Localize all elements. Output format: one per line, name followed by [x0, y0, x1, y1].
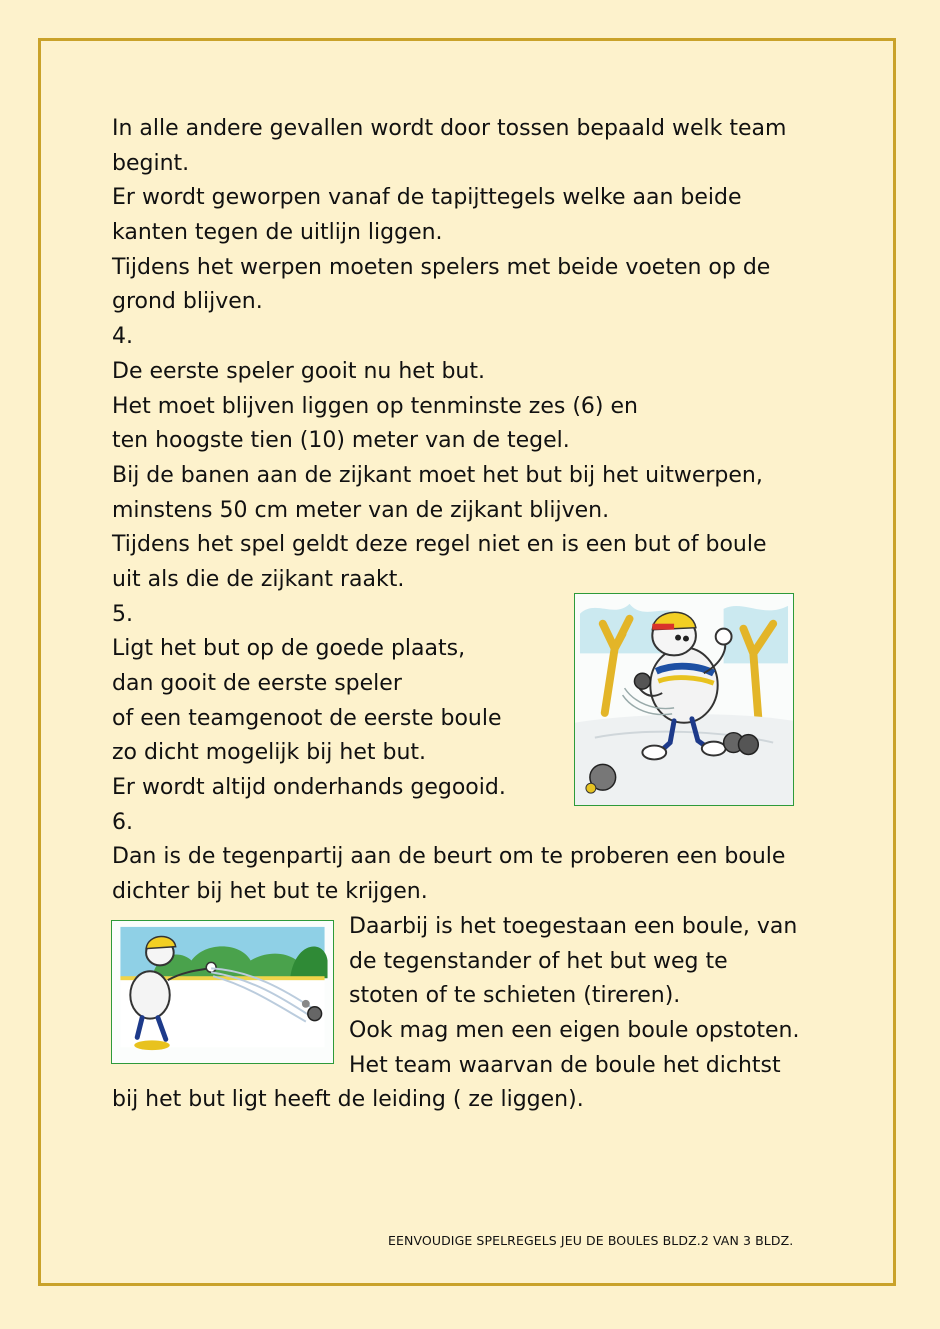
- text-line: Ligt het but op de goede plaats,: [112, 636, 466, 662]
- section-number: 5.: [112, 601, 133, 627]
- section-number: 4.: [112, 324, 133, 350]
- text-line: Dan is de tegenpartij aan de beurt om te proberen een boule: [112, 844, 786, 870]
- text-line: Tijdens het spel geldt deze regel niet en is een but of boule: [112, 532, 767, 558]
- player-throwing-image: [575, 594, 793, 805]
- text-line: Daarbij is het toegestaan een boule, van: [349, 913, 798, 939]
- text-line: de tegenstander of het but weg te: [349, 948, 728, 974]
- illustration-underhand-throw: [574, 593, 794, 806]
- player-shooting-image: [112, 921, 333, 1063]
- text-line: Er wordt altijd onderhands gegooid.: [112, 775, 506, 801]
- text-line: Er wordt geworpen vanaf de tapijttegels welke aan beide: [112, 185, 742, 211]
- text-line: In alle andere gevallen wordt door tossen bepaald welk team: [112, 116, 787, 141]
- text-line: stoten of te schieten (tireren).: [349, 983, 681, 1009]
- text-line: bij het but ligt heeft de leiding ( ze liggen).: [112, 1087, 584, 1113]
- text-line: dan gooit de eerste speler: [112, 671, 402, 696]
- text-line: of een teamgenoot de eerste boule: [112, 705, 502, 731]
- text-line: kanten tegen de uitlijn liggen.: [112, 220, 443, 246]
- text-line: begint.: [112, 150, 190, 176]
- text-line: ten hoogste tien (10) meter van de tegel.: [112, 428, 570, 454]
- page-footer: EENVOUDIGE SPELREGELS JEU DE BOULES BLDZ.2 VAN 3 BLDZ.: [388, 1233, 794, 1248]
- text-line: Het team waarvan de boule het dichtst: [349, 1052, 781, 1078]
- illustration-shooting-throw: [111, 920, 334, 1064]
- text-line: dichter bij het but te krijgen.: [112, 879, 428, 905]
- text-line: Het moet blijven liggen op tenminste zes (6) en: [112, 393, 638, 419]
- text-line: uit als die de zijkant raakt.: [112, 566, 405, 592]
- text-line: Bij de banen aan de zijkant moet het but bij het uitwerpen,: [112, 462, 763, 488]
- text-line: zo dicht mogelijk bij het but.: [112, 740, 427, 766]
- section-number: 6.: [112, 809, 133, 835]
- text-line: grond blijven.: [112, 289, 263, 315]
- text-line: Tijdens het werpen moeten spelers met beide voeten op de: [112, 254, 771, 280]
- text-line: minstens 50 cm meter van de zijkant blijven.: [112, 497, 610, 523]
- text-line: De eerste speler gooit nu het but.: [112, 358, 485, 384]
- text-line: Ook mag men een eigen boule opstoten.: [349, 1017, 800, 1043]
